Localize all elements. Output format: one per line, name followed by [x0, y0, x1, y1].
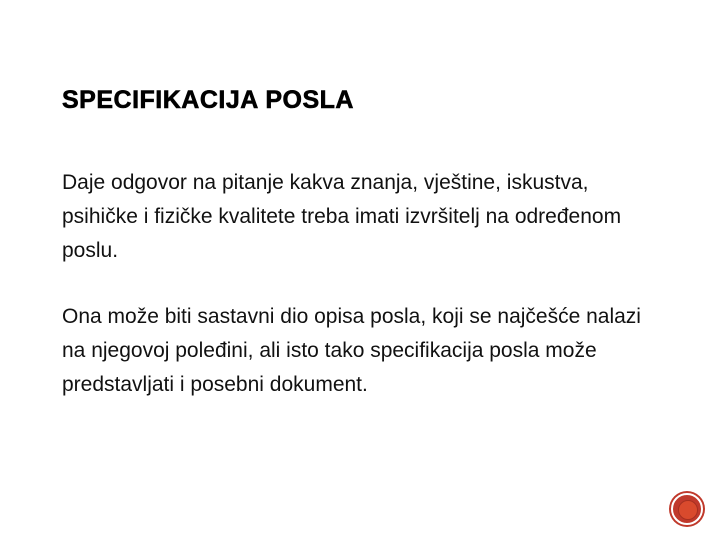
- paragraph-line-3: poslu.: [62, 239, 119, 262]
- paragraph-line-6: predstavljati i posebni dokument.: [62, 373, 368, 396]
- paragraph-line-5: na njegovoj poleđini, ali isto tako specifikacija posla može: [62, 339, 597, 362]
- circle-button-inner: [678, 500, 698, 520]
- paragraph-line-1: Daje odgovor na pitanje kakva znanja, vještine, iskustva,: [62, 171, 589, 194]
- paragraph-line-4: Ona može biti sastavni dio opisa posla, koji se najčešće nalazi: [62, 305, 641, 328]
- circle-button-icon[interactable]: [671, 493, 703, 525]
- paragraph-line-2: psihičke i fizičke kvalitete treba imati izvršitelj na određenom: [62, 205, 622, 228]
- slide-title: SPECIFIKACIJA POSLA: [62, 86, 354, 114]
- slide-body: [62, 170, 662, 406]
